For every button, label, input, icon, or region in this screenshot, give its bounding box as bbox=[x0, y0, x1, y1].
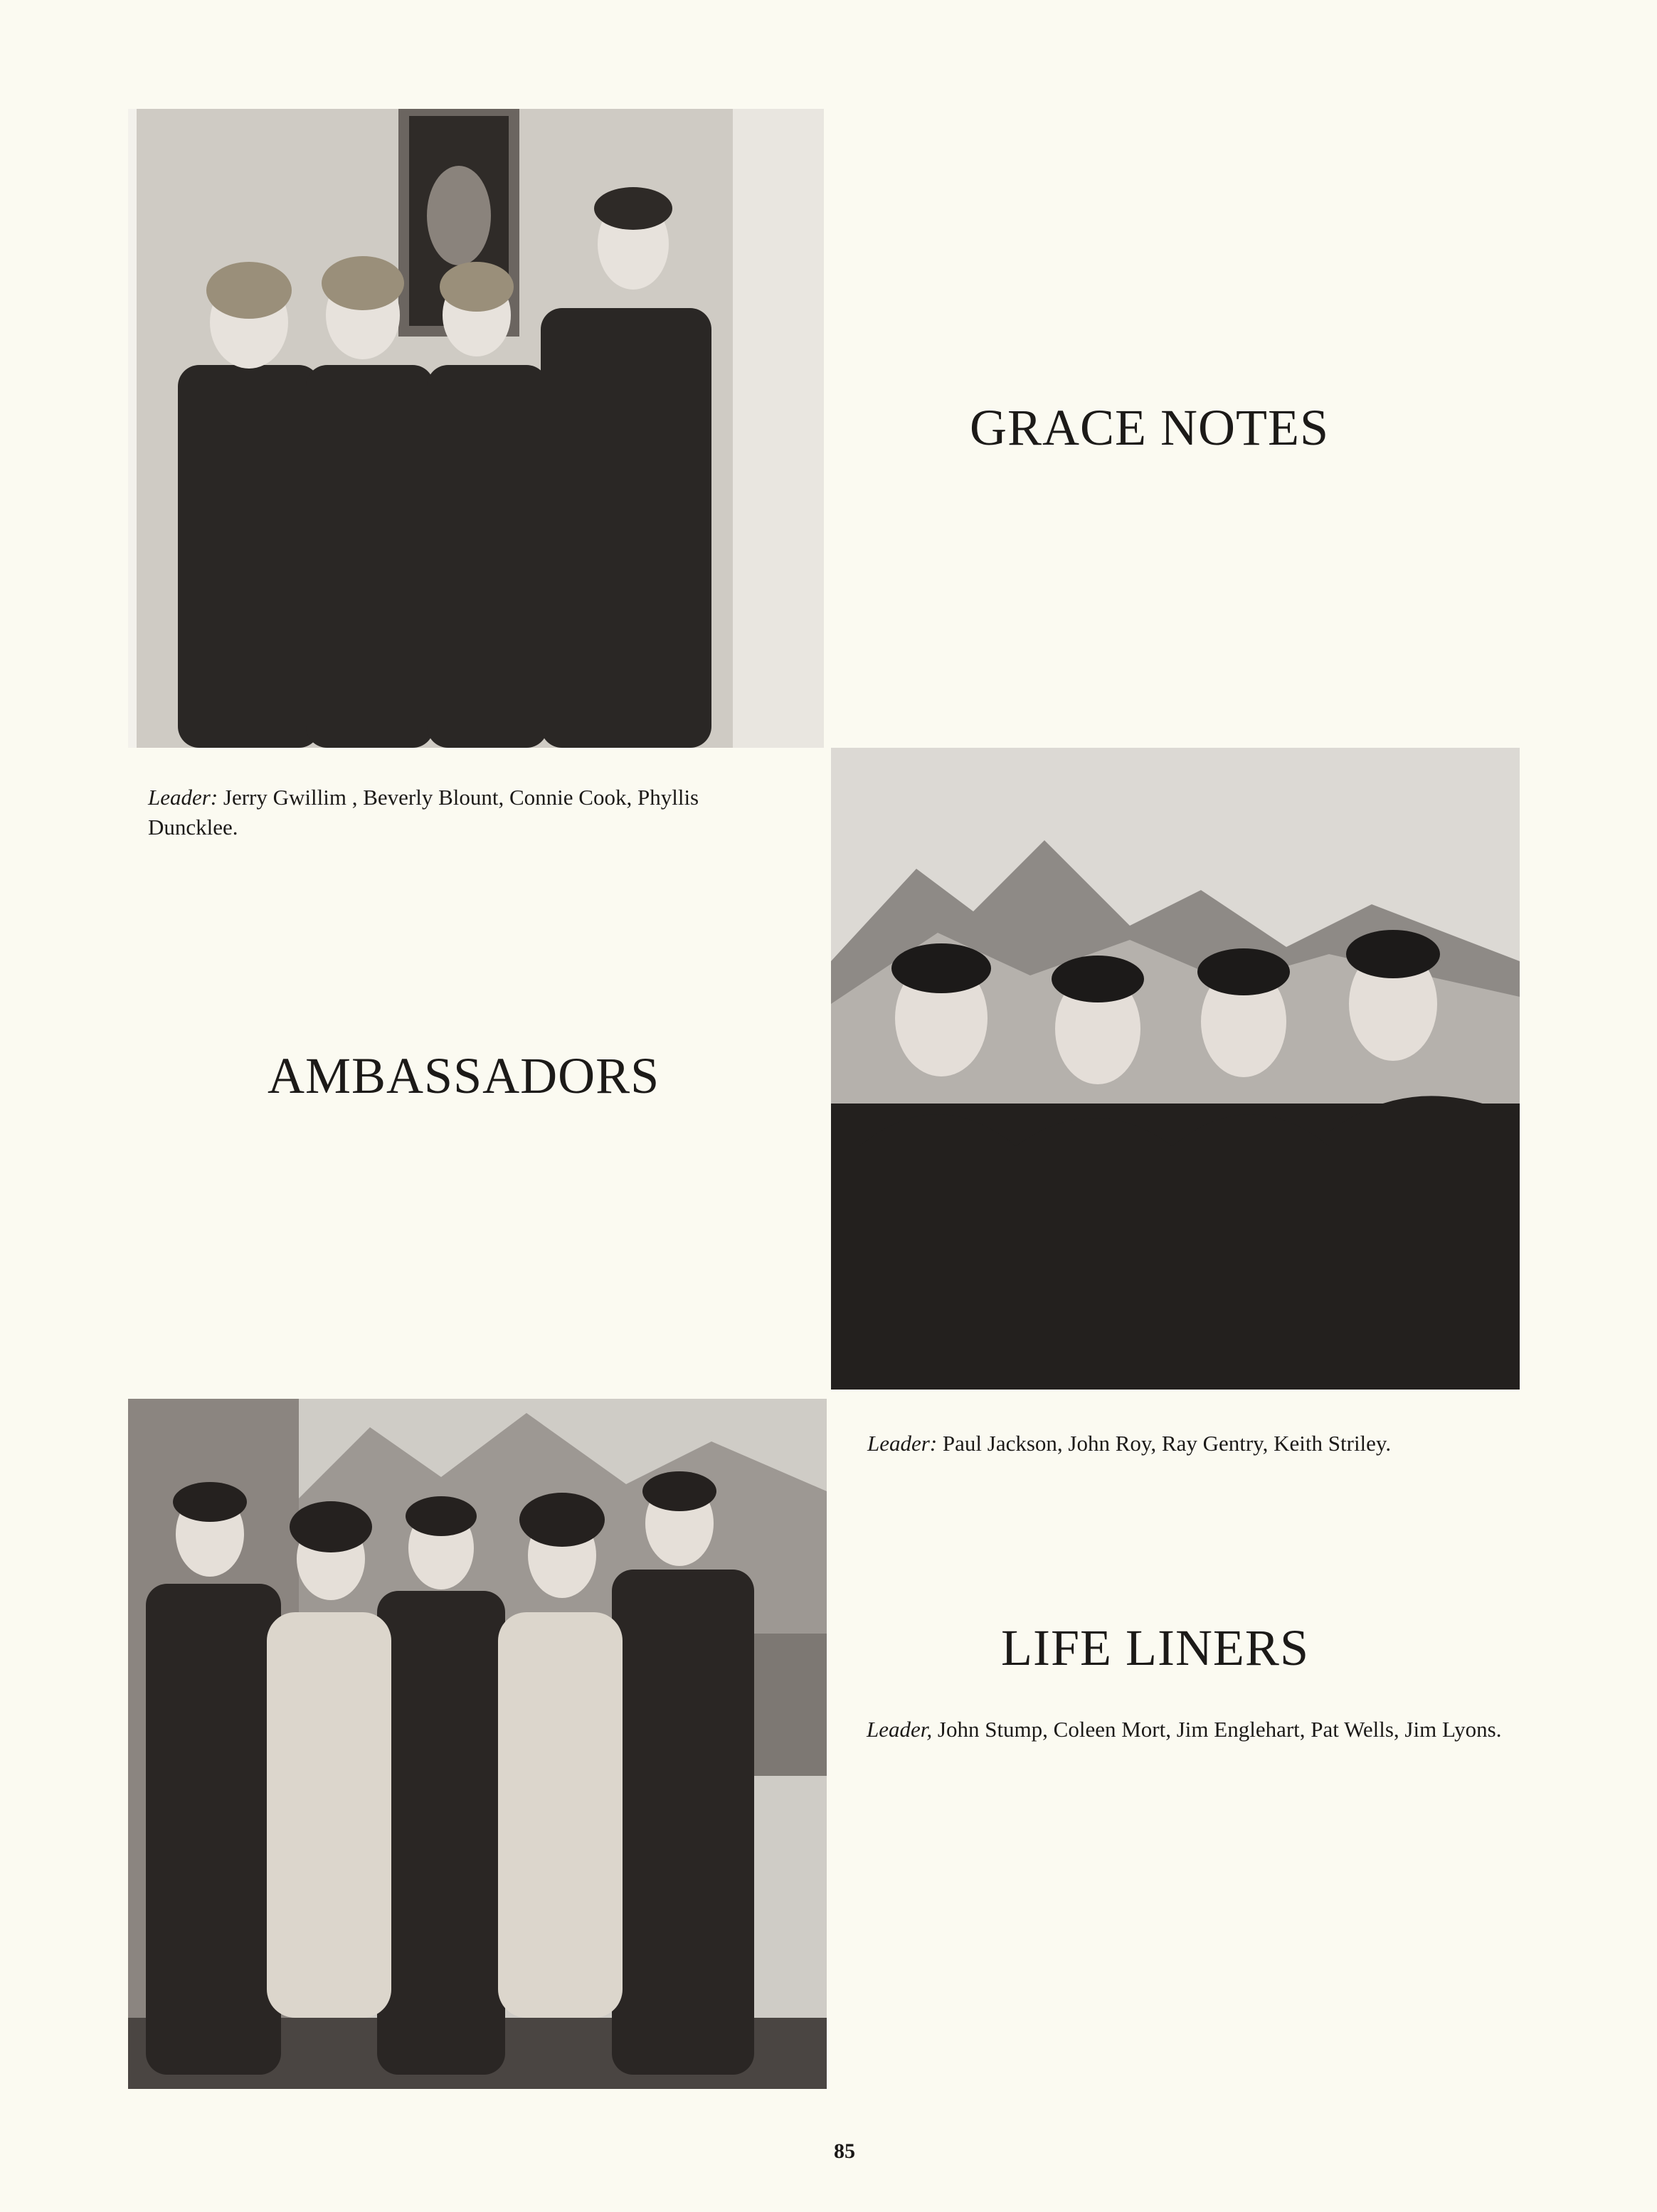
life-liners-photo-art bbox=[128, 1399, 827, 2089]
life-liners-heading: LIFE LINERS bbox=[1001, 1619, 1309, 1676]
grace-notes-caption-leader: Leader: bbox=[148, 785, 218, 810]
ambassadors-caption bbox=[867, 1429, 1522, 1459]
life-liners-caption-leader: Leader, bbox=[867, 1717, 933, 1742]
ambassadors-caption-leader: Leader: bbox=[867, 1431, 938, 1456]
grace-notes-photo-art bbox=[128, 109, 824, 748]
ambassadors-heading: AMBASSADORS bbox=[268, 1047, 660, 1104]
life-liners-photo bbox=[128, 1399, 827, 2089]
ambassadors-photo-art bbox=[831, 748, 1520, 1390]
grace-notes-photo bbox=[128, 109, 824, 748]
grace-notes-caption bbox=[148, 783, 781, 842]
ambassadors-photo bbox=[831, 748, 1520, 1390]
life-liners-caption-names: John Stump, Coleen Mort, Jim Englehart, Pat Wells, Jim Lyons. bbox=[932, 1717, 1502, 1742]
page-number: 85 bbox=[834, 2139, 855, 2163]
grace-notes-heading: GRACE NOTES bbox=[970, 399, 1330, 456]
ambassadors-caption-names: Paul Jackson, John Roy, Ray Gentry, Keith Striley. bbox=[937, 1431, 1392, 1456]
life-liners-caption bbox=[867, 1715, 1514, 1745]
grace-notes-caption-names: Jerry Gwillim , Beverly Blount, Connie Cook, Phyllis Duncklee. bbox=[148, 785, 699, 840]
